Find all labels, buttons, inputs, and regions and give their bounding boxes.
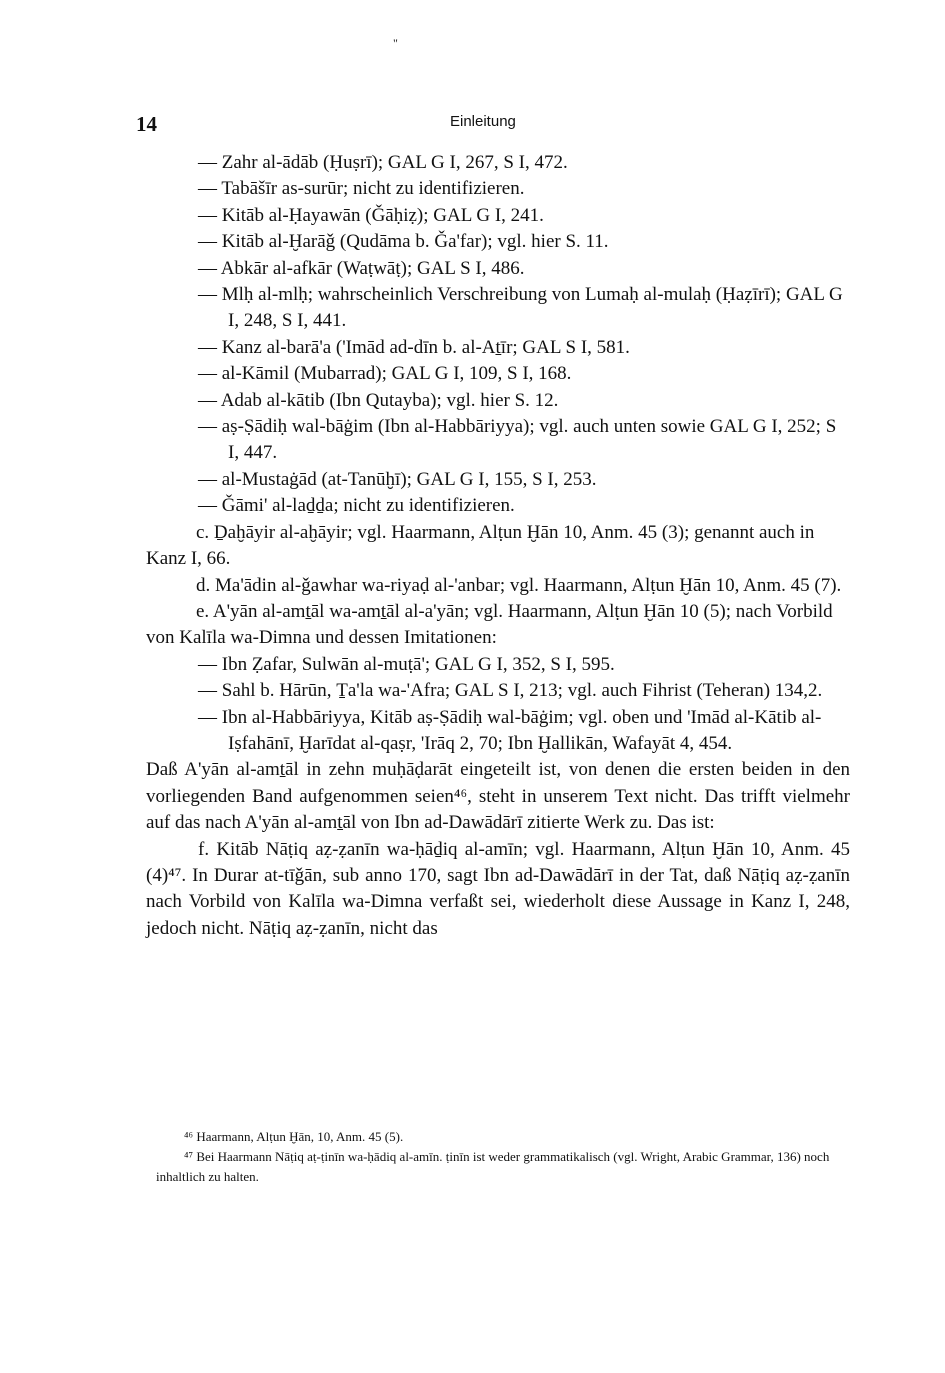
list-item: — Zahr al-ādāb (Ḥuṣrī); GAL G I, 267, S I, 472. [198,152,568,173]
running-head: Einleitung [450,113,516,130]
paragraph: f. Kitāb Nāṭiq aẓ-ẓanīn wa-ḥāḏiq al-amīn; vgl. Haarmann, Alṭun Ḫān 10, Anm. 45 (4)⁴⁷. In Durar at-tīǧān, sub anno 170, sagt Ibn ad-Dawādārī in der Tat, daß Nāṭiq aẓ-ẓanīn nach Vorbild von Kalīla wa-Dimna verfaßt sei, wiederholt diese Aussage in Kanz I, 248, jedoch nicht. Nāṭiq aẓ-ẓanīn, nicht das [146,838,850,939]
list-item: — Ibn al-Habbāriyya, Kitāb aṣ-Ṣādiḥ wal-bāġim; vgl. oben und 'Imād al-Kātib al-Iṣfahānī, Ḫarīdat al-qaṣr, 'Irāq 2, 70; Ibn Ḫallikān, Wafayāt 4, 454. [198,706,822,754]
list-item: — Adab al-kātib (Ibn Qutayba); vgl. hier S. 12. [198,389,559,411]
paragraph: Daß A'yān al-amṯāl in zehn muḥāḍarāt eingeteilt ist, von denen die ersten beiden in den vorliegenden Band aufgenommen seien⁴⁶, steht in unserem Text nicht. Das trifft vielmehr auf das nach A'yān al-amṯāl von Ibn ad-Dawādārī zitierte Werk zu. Das ist: [146,759,850,834]
list-item: — Ibn Ẓafar, Sulwān al-muṭā'; GAL G I, 352, S I, 595. [198,653,615,675]
list-item: c. Ḏaḫāyir al-aḫāyir; vgl. Haarmann, Alṭun Ḫān 10, Anm. 45 (3); genannt auch in Kanz I, 66. [146,521,815,570]
list-item: — Tabāšīr as-surūr; nicht zu identifizieren. [198,178,525,200]
list-item: — Abkār al-afkār (Waṭwāṭ); GAL S I, 486. [198,257,525,279]
list-item: d. Ma'ādin al-ǧawhar wa-riyaḍ al-'anbar; vgl. Haarmann, Alṭun Ḫān 10, Anm. 45 (7). [196,574,842,596]
list-item: — Kitāb al-Ḫarāǧ (Qudāma b. Ǧa'far); vgl. hier S. 11. [198,231,609,253]
body-text [146,150,850,942]
list-item: — Kanz al-barā'a ('Imād ad-dīn b. al-Aṯīr; GAL S I, 581. [198,336,630,358]
list-item: — aṣ-Ṣādiḥ wal-bāġim (Ibn al-Habbāriyya); vgl. auch unten sowie GAL G I, 252; S I, 447. [198,416,837,464]
footnote: ⁴⁷ Bei Haarmann Nāṭiq aṭ-ṭinīn wa-ḥādiq al-amīn. ṭinīn ist weder grammatikalisch (vgl. Wright, Arabic Grammar, 136) noch inhaltlich zu halten. [156,1149,830,1184]
list-item: — al-Mustaġād (at-Tanūḫī); GAL G I, 155, S I, 253. [198,468,597,490]
list-item: — al-Kāmil (Mubarrad); GAL G I, 109, S I, 168. [198,363,572,385]
list-item: — Sahl b. Hārūn, Ṯa'la wa-'Afra; GAL S I, 213; vgl. auch Fihrist (Teheran) 134,2. [198,680,823,702]
footnote: ⁴⁶ Haarmann, Alṭun Ḫān, 10, Anm. 45 (5). [184,1129,404,1144]
page-number: 14 [136,112,157,136]
list-item: — Ǧāmi' al-laḏḏa; nicht zu identifizieren. [198,495,515,517]
list-item: — Mlḥ al-mlḥ; wahrscheinlich Verschreibung von Lumaḥ al-mulaḥ (Ḥaẓīrī); GAL G I, 248, S I, 441. [198,284,843,332]
footnotes [156,1127,856,1187]
list-item: — Kitāb al-Ḥayawān (Ǧāḥiẓ); GAL G I, 241. [198,204,544,226]
list-item: e. A'yān al-amṯāl wa-amṯāl al-a'yān; vgl. Haarmann, Alṭun Ḫān 10 (5); nach Vorbild von Kalīla wa-Dimna und dessen Imitationen: [146,600,833,649]
top-mark: " [393,36,398,50]
